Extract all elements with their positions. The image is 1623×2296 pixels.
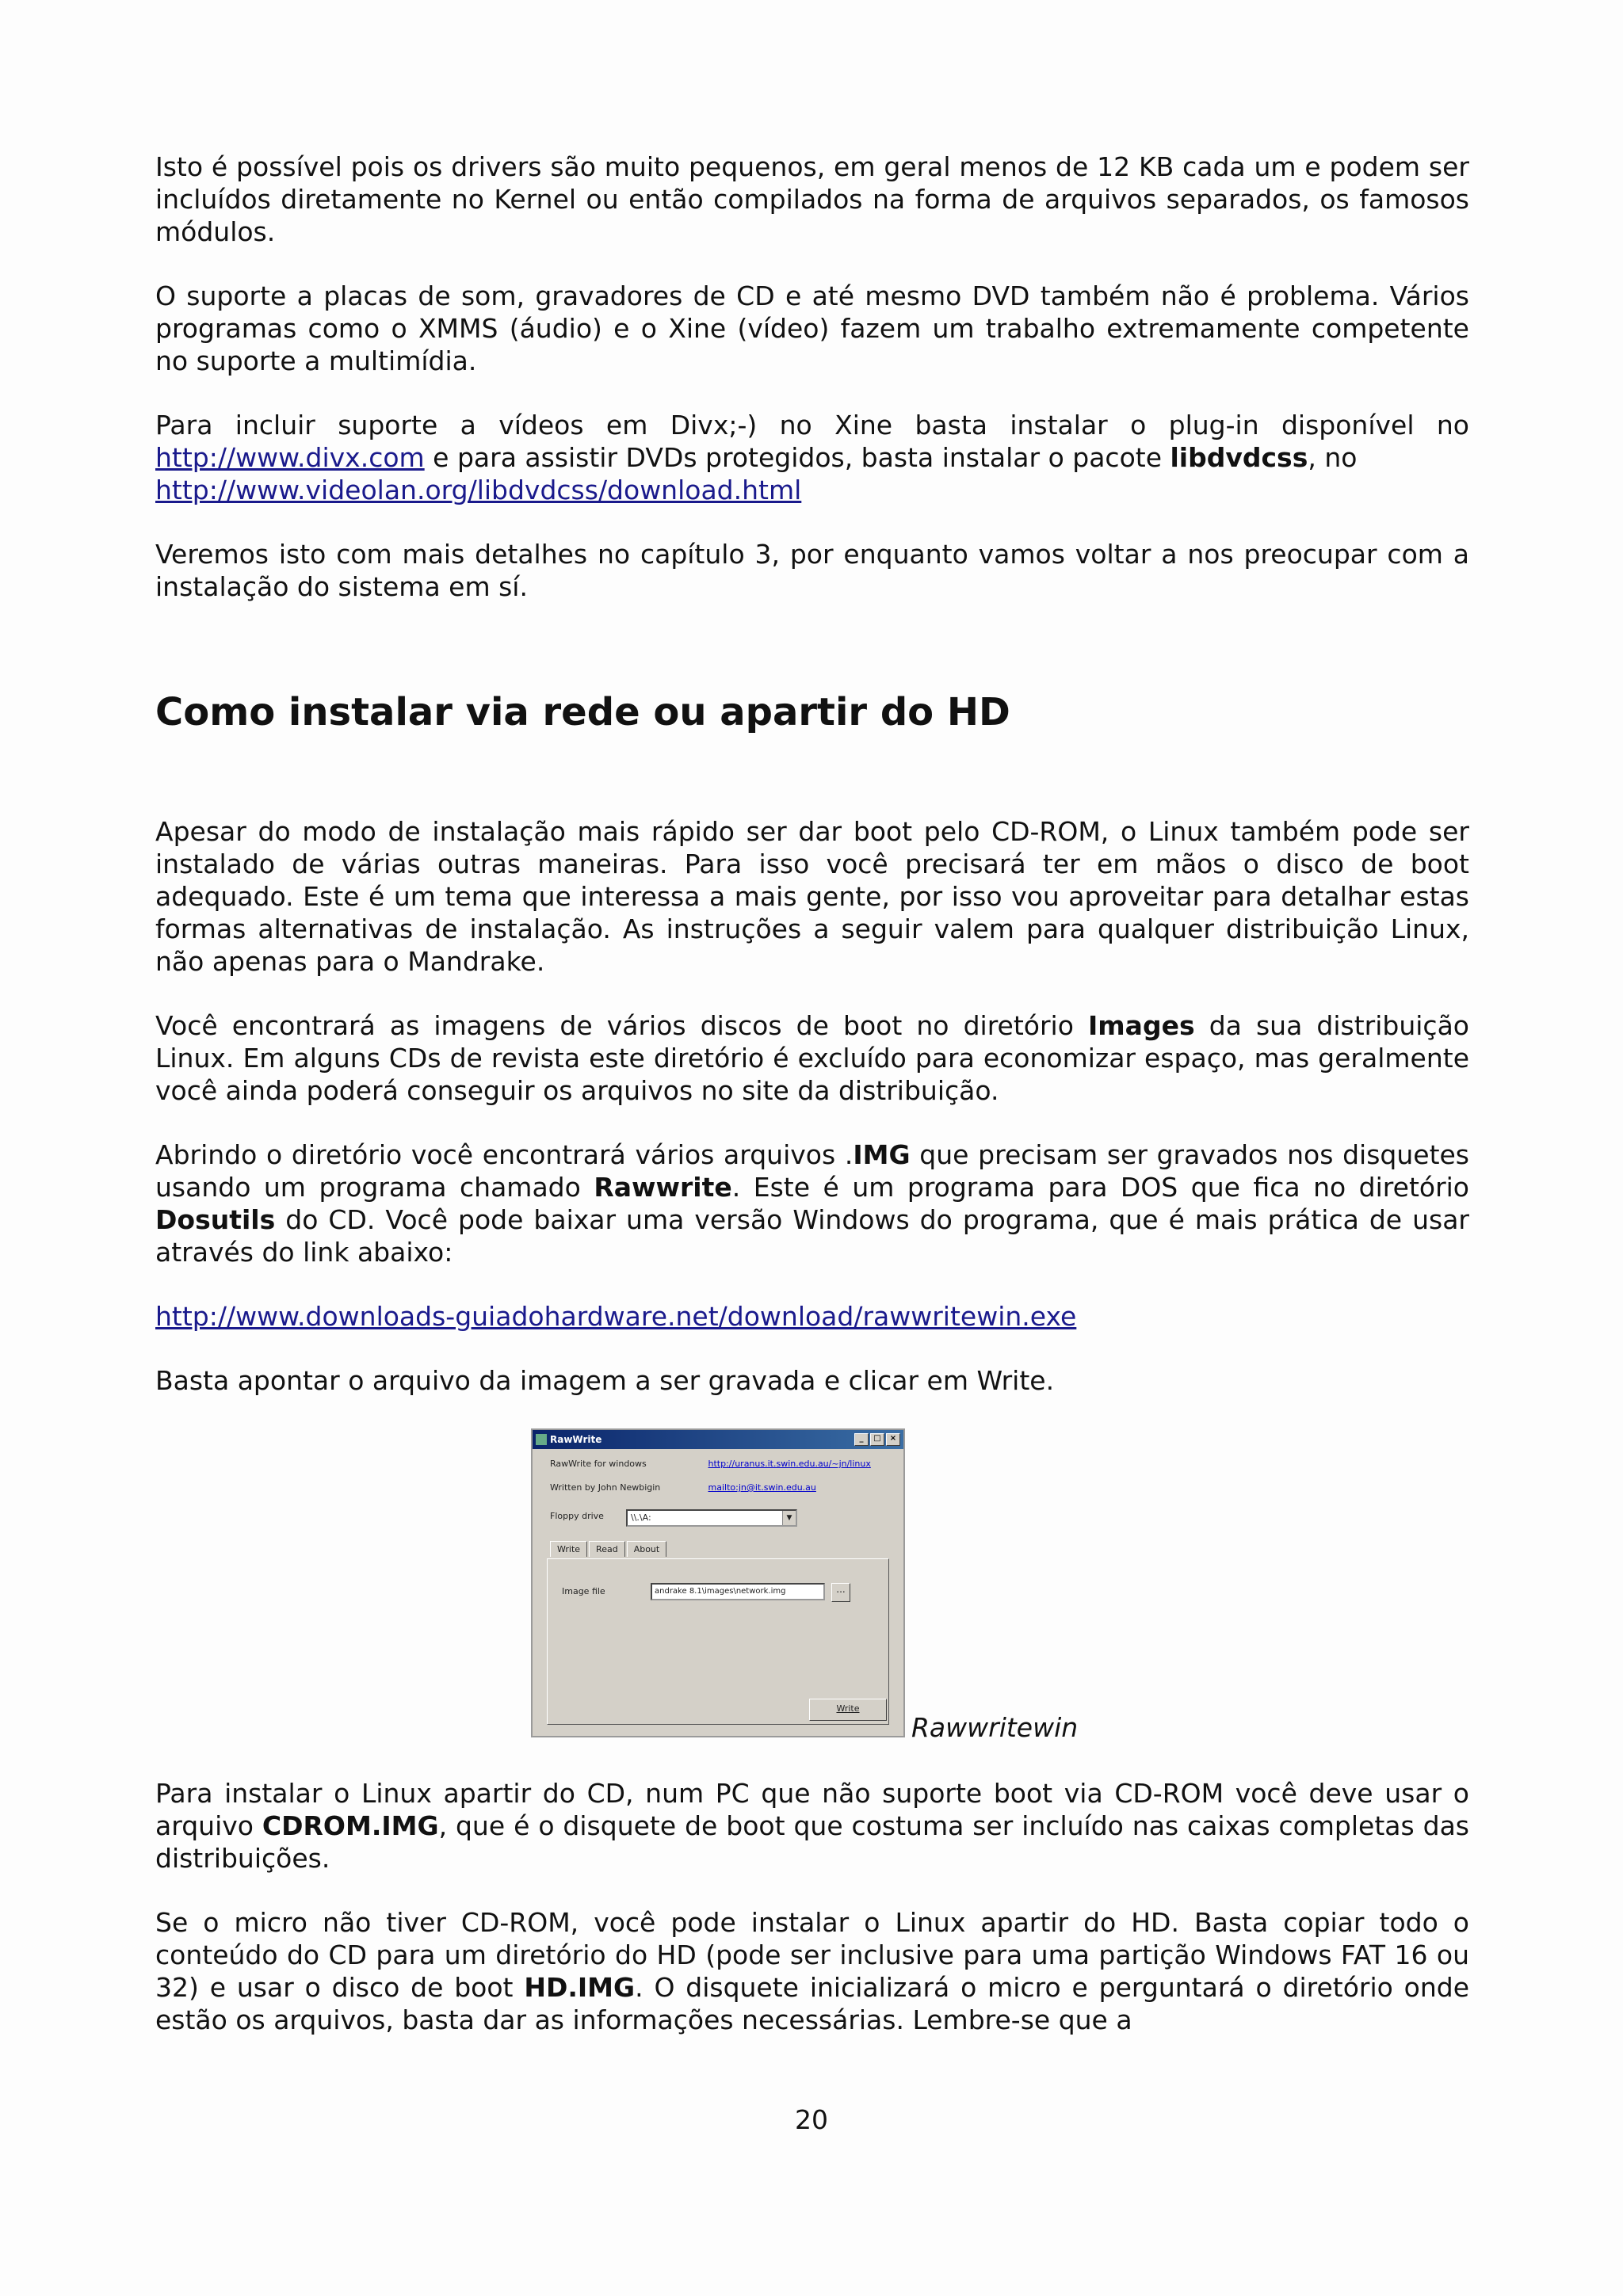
- figure-rawwritewin: [155, 1428, 1469, 1745]
- divx-text-pre: Para incluir suporte a vídeos em Divx;-) no Xine basta instalar o plug-in disponível no: [155, 410, 1469, 441]
- videolan-link[interactable]: http://www.videolan.org/libdvdcss/download.html: [155, 475, 802, 505]
- rawwrite-write-panel: [547, 1558, 889, 1725]
- app-icon: [536, 1434, 547, 1445]
- floppy-drive-select[interactable]: [626, 1509, 797, 1527]
- rawwrite-window: [531, 1428, 905, 1737]
- paragraph-download-link: [155, 1300, 1469, 1333]
- paragraph-divx: [155, 409, 1469, 506]
- rawwrite-mail-link[interactable]: mailto:jn@it.swin.edu.au: [708, 1482, 816, 1493]
- hd-bold: HD.IMG: [524, 1972, 636, 2003]
- rawwrite-author-label: Written by John Newbigin: [550, 1482, 661, 1493]
- libdvdcss-bold: libdvdcss: [1170, 442, 1308, 473]
- tab-read[interactable]: Read: [589, 1541, 625, 1557]
- paragraph-hd: [155, 1906, 1469, 2036]
- tab-write[interactable]: Write: [550, 1541, 587, 1557]
- paragraph-cdrom: [155, 1777, 1469, 1875]
- rawwrite-text-post: do CD. Você pode baixar uma versão Windows do programa, que é mais prática de usar através do link abaixo:: [155, 1204, 1469, 1268]
- floppy-drive-value: \\.\A:: [631, 1512, 651, 1523]
- image-file-label: Image file: [562, 1586, 605, 1596]
- write-button[interactable]: Write: [809, 1699, 887, 1721]
- rawwrite-text-mid2: . Este é um programa para DOS que fica no diretório: [731, 1172, 1469, 1203]
- paragraph-images: [155, 1009, 1469, 1107]
- minimize-icon[interactable]: _: [854, 1433, 869, 1446]
- browse-button[interactable]: ...: [831, 1583, 850, 1602]
- download-link[interactable]: http://www.downloads-guiadohardware.net/download/rawwritewin.exe: [155, 1301, 1077, 1332]
- images-text-pre: Você encontrará as imagens de vários discos de boot no diretório: [155, 1010, 1089, 1041]
- cdrom-bold: CDROM.IMG: [262, 1810, 439, 1841]
- paragraph-chapter: Veremos isto com mais detalhes no capítulo 3, por enquanto vamos voltar a nos preocupar com a instalação do sistema em sí.: [155, 539, 1469, 602]
- rawwrite-row-author: [550, 1482, 816, 1493]
- page-content: [155, 151, 1469, 2068]
- maximize-icon[interactable]: □: [870, 1433, 884, 1446]
- img-bold: IMG: [853, 1139, 911, 1170]
- paragraph-drivers: Isto é possível pois os drivers são muito pequenos, em geral menos de 12 KB cada um e podem ser incluídos diretamente no Kernel ou então compilados na forma de arquivos separados, os famosos módulos.: [155, 151, 1469, 247]
- divx-link[interactable]: http://www.divx.com: [155, 442, 425, 473]
- rawwrite-title: RawWrite: [550, 1434, 602, 1445]
- figure-caption: Rawwritewin: [911, 1712, 1079, 1743]
- paragraph-sound-support: O suporte a placas de som, gravadores de CD e até mesmo DVD também não é problema. Vários programas como o XMMS (áudio) e o Xine (vídeo) fazem um trabalho extremamente competente no suporte a multimídia.: [155, 280, 1469, 376]
- hd-text-post: . O disquete inicializará o micro e perguntará o diretório onde estão os arquivos, basta dar as informações necessárias. Lembre-se que a: [155, 1972, 1470, 2035]
- rawwrite-home-link[interactable]: http://uranus.it.swin.edu.au/~jn/linux: [708, 1459, 871, 1469]
- divx-text-mid2: , no: [1308, 442, 1358, 473]
- divx-text-mid: e para assistir DVDs protegidos, basta instalar o pacote: [424, 442, 1170, 473]
- tab-about[interactable]: About: [627, 1541, 667, 1557]
- rawwrite-tabs: [550, 1541, 668, 1557]
- paragraph-write: Basta apontar o arquivo da imagem a ser gravada e clicar em Write.: [155, 1365, 1055, 1396]
- page-number: 20: [795, 2104, 828, 2135]
- images-text-post: da sua distribuição Linux. Em alguns CDs de revista este diretório é excluído para economizar espaço, mas geralmente você ainda poderá conseguir os arquivos no site da distribuição.: [155, 1010, 1469, 1106]
- cdrom-text-pre: Para instalar o Linux apartir do CD, num PC que não suporte boot via CD-ROM você deve usar o arquivo: [155, 1778, 1469, 1841]
- paragraph-rawwrite: [155, 1138, 1469, 1268]
- paragraph-install: Apesar do modo de instalação mais rápido ser dar boot pelo CD-ROM, o Linux também pode ser instalado de várias outras maneiras. Para isso você precisará ter em mãos o disco de boot adequado. Este é um tema que interessa a mais gente, por isso vou aproveitar para detalhar estas formas alternativas de instalação. As instruções a seguir valem para qualquer distribuição Linux, não apenas para o Mandrake.: [155, 816, 1469, 977]
- rawwrite-text-pre: Abrindo o diretório você encontrará vários arquivos .: [155, 1139, 854, 1170]
- hd-text-pre: Se o micro não tiver CD-ROM, você pode instalar o Linux apartir do HD. Basta copiar todo o conteúdo do CD para um diretório do HD (pode ser inclusive para uma partição Windows FAT 16 ou 32) e usar o disco de boot: [155, 1907, 1469, 2003]
- rawwrite-text-mid1: que precisam ser gravados nos disquetes usando um programa chamado: [155, 1139, 1470, 1203]
- rawwrite-titlebar: [533, 1430, 903, 1449]
- image-file-input[interactable]: andrake 8.1\images\network.img: [651, 1583, 825, 1600]
- close-icon[interactable]: ×: [886, 1433, 900, 1446]
- rawwrite-info-label: RawWrite for windows: [550, 1459, 647, 1469]
- rawwrite-bold: Rawwrite: [594, 1172, 732, 1203]
- chevron-down-icon[interactable]: ▼: [782, 1511, 796, 1525]
- section-title: Como instalar via rede ou apartir do HD: [155, 690, 1010, 734]
- cdrom-text-post: , que é o disquete de boot que costuma ser incluído nas caixas completas das distribuições.: [155, 1810, 1469, 1874]
- floppy-drive-label: Floppy drive: [550, 1511, 604, 1521]
- rawwrite-row-info: [550, 1459, 871, 1469]
- images-bold: Images: [1088, 1010, 1195, 1041]
- dosutils-bold: Dosutils: [155, 1204, 276, 1235]
